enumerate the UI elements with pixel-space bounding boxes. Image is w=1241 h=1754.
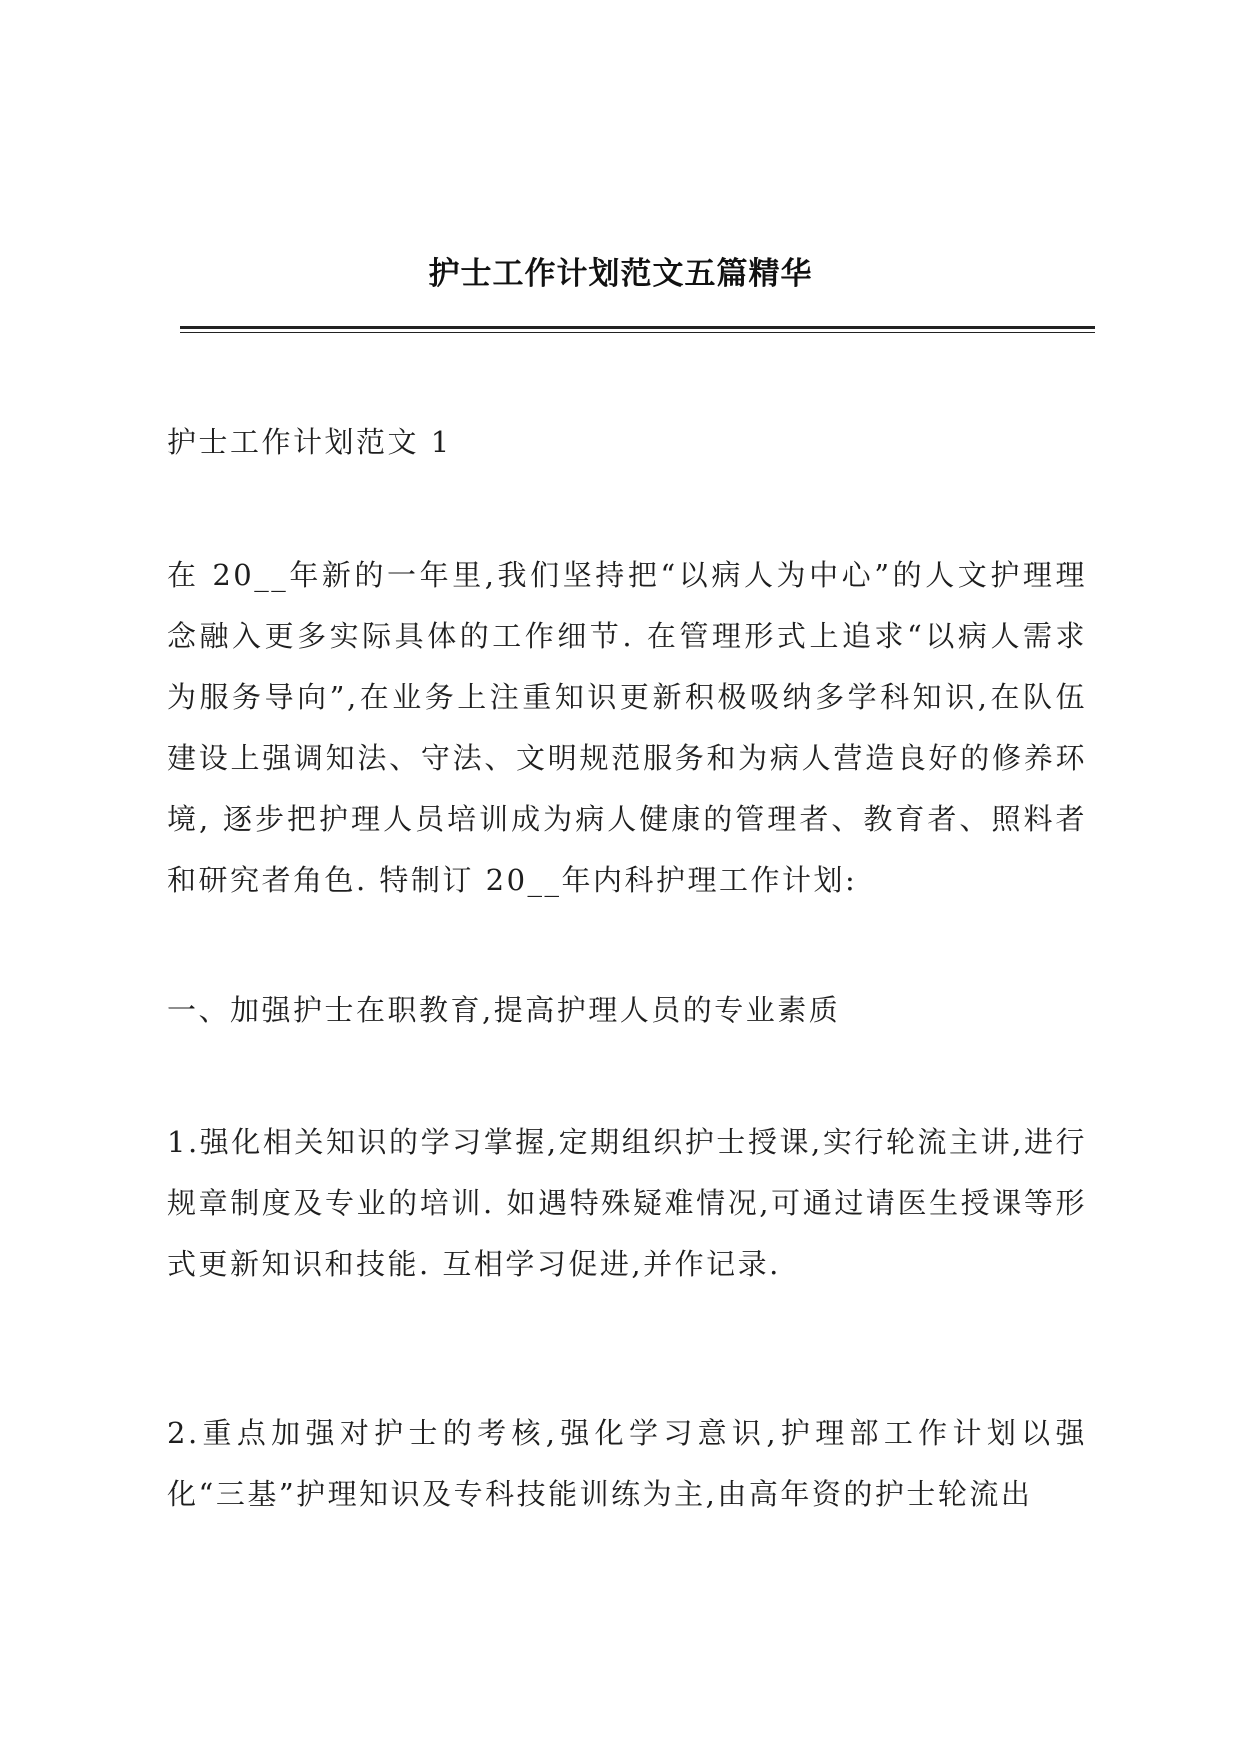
list-item-1 — [167, 1112, 1087, 1295]
heading-one-text: 一、加强护士在职教育,提高护理人员的专业素质 — [167, 993, 841, 1027]
list-item-1-text: 1.强化相关知识的学习掌握,定期组织护士授课,实行轮流主讲,进行规章制度及专业的培训. 如遇特殊疑难情况,可通过请医生授课等形式更新知识和技能. 互相学习促进,并作记录. — [167, 1125, 1087, 1281]
section-title-text: 护士工作计划范文 1 — [167, 425, 452, 459]
title-divider-thin — [180, 332, 1095, 333]
intro-paragraph-text: 在 20__年新的一年里,我们坚持把“以病人为中心”的人文护理理念融入更多实际具体的工作细节. 在管理形式上追求“以病人需求为服务导向”,在业务上注重知识更新积极吸纳多学科知识,在队伍建设上强调知法、守法、文明规范服务和为病人营造良好的修养环境, 逐步把护理人员培训成为病人健康的管理者、教育者、照料者和研究者角色. 特制订 20__年内科护理工作计划: — [167, 558, 1087, 897]
section-title — [167, 412, 1087, 473]
title-divider-thick — [180, 326, 1095, 329]
document-title: 护士工作计划范文五篇精华 — [428, 256, 813, 292]
heading-one — [167, 980, 1087, 1041]
intro-paragraph — [167, 545, 1087, 911]
list-item-2 — [167, 1403, 1087, 1525]
list-item-2-text: 2.重点加强对护士的考核,强化学习意识,护理部工作计划以强化“三基”护理知识及专科技能训练为主,由高年资的护士轮流出 — [167, 1416, 1087, 1511]
